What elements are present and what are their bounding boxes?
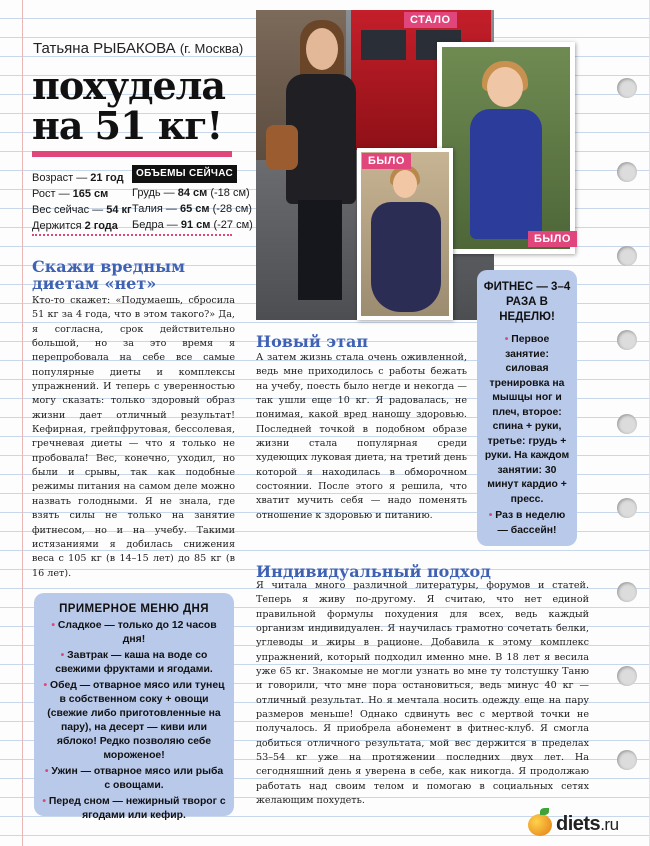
stat-kept: Держится 2 года bbox=[32, 220, 118, 232]
before-label-2: БЫЛО bbox=[528, 231, 577, 247]
section-title-diets: Скажи вредным диетам «нет» bbox=[32, 257, 186, 293]
photo-dress bbox=[470, 109, 542, 239]
bullet-icon: • bbox=[44, 766, 52, 777]
photo-face bbox=[306, 28, 338, 70]
stat-weight: Вес сейчас — 54 кг bbox=[32, 204, 132, 216]
before-photo-1 bbox=[357, 148, 453, 320]
body-volumes bbox=[132, 165, 253, 233]
menu-title: ПРИМЕРНОЕ МЕНЮ ДНЯ bbox=[59, 603, 209, 615]
binder-hole bbox=[617, 414, 637, 434]
menu-item: • Обед — отварное мясо или тунец в собственном соку + овощи (свежие либо приготовленные на пару), на десерт — киви или яблоко! Редко позволяю себе мороженое! bbox=[43, 680, 225, 761]
bullet-icon: • bbox=[504, 334, 512, 345]
sample-menu-box bbox=[34, 593, 234, 821]
leaf-icon bbox=[540, 808, 549, 815]
binder-hole bbox=[617, 498, 637, 518]
volume-hips: Бедра — 91 см (-27 см) bbox=[132, 219, 253, 231]
section-body-new-stage: А затем жизнь стала очень оживленной, ведь мне приходилось с работы бежать на учебу, поесть было негде и некогда — так ушли еще 10 кг. Я радовалась, не понимая, какой вред наношу здоровью. Последней точкой в подобном образе жизни стала популярная среди худеющих луковая диета, на третий день которой я находилась в обморочном состоянии. После этого я решила, что хватит мучить себя — надо поменять отношение к здоровью и питанию. bbox=[256, 352, 467, 521]
fitness-title: ФИТНЕС — 3–4 РАЗА В НЕДЕЛЮ! bbox=[483, 281, 571, 323]
section-title-new-stage: Новый этап bbox=[256, 332, 369, 351]
menu-item: • Перед сном — нежирный творог с ягодами или кефир. bbox=[42, 796, 226, 821]
fitness-item: • Раз в неделю — бассейн! bbox=[488, 510, 566, 536]
section-title-individual: Индивидуальный подход bbox=[256, 562, 491, 581]
bullet-icon: • bbox=[43, 680, 51, 691]
author-name: Татьяна РЫБАКОВА bbox=[33, 40, 176, 57]
headline-underline bbox=[32, 151, 232, 157]
headline bbox=[32, 63, 247, 148]
headline-line-1: похудела bbox=[32, 63, 226, 108]
binder-hole bbox=[617, 330, 637, 350]
menu-item: • Завтрак — каша на воде со свежими фруктами и ягодами. bbox=[55, 650, 213, 675]
before-photo-2 bbox=[437, 42, 575, 254]
photo-legs bbox=[298, 200, 342, 300]
before-label-1: БЫЛО bbox=[362, 153, 411, 169]
fitness-item: • Первое занятие: силовая тренировка на мышцы ног и плеч, второе: спина + руки, третье: грудь + руки. На каждом занятии: 30 минут кардио + пресс. bbox=[484, 334, 570, 505]
photo-bag bbox=[266, 125, 298, 170]
volumes-title: ОБЪЕМЫ СЕЙЧАС bbox=[132, 165, 237, 183]
before-photo-2-image bbox=[442, 47, 570, 249]
menu-item: • Ужин — отварное мясо или рыба с овощами. bbox=[44, 766, 224, 791]
volume-waist: Талия — 65 см (-28 см) bbox=[132, 203, 252, 215]
bullet-icon: • bbox=[42, 796, 49, 807]
photo-dress bbox=[371, 202, 441, 312]
dotted-divider bbox=[32, 234, 232, 236]
stat-height: Рост — 165 см bbox=[32, 188, 109, 200]
bullet-icon: • bbox=[51, 620, 58, 631]
bullet-icon: • bbox=[488, 510, 496, 521]
binder-hole bbox=[617, 582, 637, 602]
binder-hole bbox=[617, 750, 637, 770]
before-photo-1-image bbox=[361, 152, 449, 316]
margin-line bbox=[22, 0, 23, 846]
binder-hole bbox=[617, 246, 637, 266]
binder-hole bbox=[617, 162, 637, 182]
author-line bbox=[33, 40, 243, 57]
author-city: (г. Москва) bbox=[179, 41, 244, 56]
bullet-icon: • bbox=[60, 650, 68, 661]
photo-face bbox=[487, 67, 523, 107]
apple-icon bbox=[528, 814, 552, 836]
after-label: СТАЛО bbox=[404, 12, 457, 28]
logo-text: diets.ru bbox=[556, 813, 619, 835]
binder-hole bbox=[617, 78, 637, 98]
photo-face bbox=[393, 170, 417, 198]
volume-chest: Грудь — 84 см (-18 см) bbox=[132, 187, 250, 199]
diets-logo bbox=[528, 812, 646, 838]
section-body-individual: Я читала много различной литературы, форумов и статей. Теперь я живу по-другому. Я считаю, что нет единой правильной формулы похудения для всех, ведь каждый организм индивидуален. Я научилась грамотно сочетать белки, углеводы и жиры в рационе. Добавила к этому комплекс упражнений, который подходил именно мне. В 18 лет я весила уже 65 кг. Знакомые не могли узнать во мне ту толстушку Таню и говорили, что мне пора остановиться, ведь минус 40 кг — отличный результат. Но я мечтала носить одежду еще на пару размеров меньше! Однако сдвинуть вес с мертвой точки не получалось. Я приобрела абонемент в фитнес-клуб. Я смогла добиться отличного результата, мой вес держится в пределах 53–54 кг уже на протяжении последних двух лет. На сегодняшний день я уверена в себе, как никогда. Я продолжаю работать над своим телом и помогаю в социальных сетях желающим похудеть. bbox=[256, 580, 589, 807]
photo-bus-window bbox=[361, 30, 406, 60]
fitness-box bbox=[477, 270, 577, 546]
stat-age: Возраст — 21 год bbox=[32, 172, 124, 184]
binder-hole bbox=[617, 666, 637, 686]
headline-line-2: на 51 кг! bbox=[32, 103, 223, 148]
menu-item: • Сладкое — только до 12 часов дня! bbox=[51, 620, 217, 645]
section-body-diets: Кто-то скажет: «Подумаешь, сбросила 51 кг за 4 года, что в этом такого?» Да, я согласна, срок действительно большой, но за это время я перепробовала на себе все самые популярные диеты и комплексы упражнений. И теперь с уверенностью могу сказать: только здоровый образ жизни дает отличный результат! Кефирная, грейпфрутовая, бессолевая, гречневая диеты — что я только не пробовала! Вес, конечно, уходил, но были и срывы, так как подобные режимы питания на самом деле можно назвать голодными. Я не знала, где взять силы не только на занятие фитнесом, но и на учебу. Такими истязаниями я добилась снижения веса с 105 кг (в 14–15 лет) до 85 кг (в 16 лет). bbox=[32, 295, 235, 579]
